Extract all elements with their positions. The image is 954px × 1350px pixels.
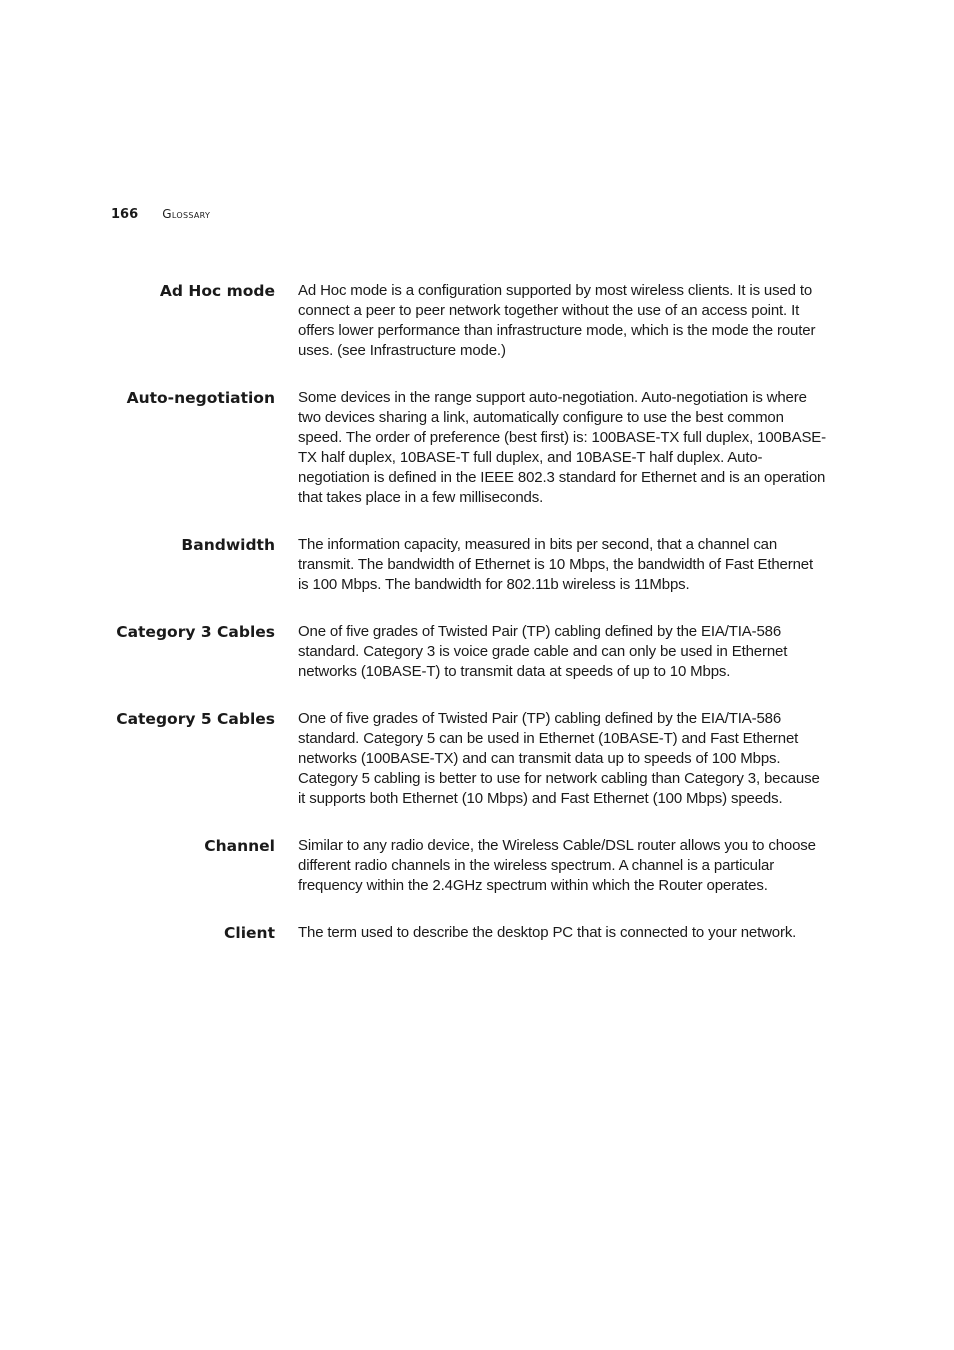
glossary-definition: The information capacity, measured in bits per second, that a channel can transmit. The bandwidth of Ethernet is 10 Mbps, the bandwidth of Fast Ethernet is 100 Mbps. The bandwidth for 802.11b wireless is 11Mbps. — [298, 536, 813, 593]
glossary-term: Category 5 Cables — [116, 710, 275, 728]
glossary-entry-category-3-cables — [0, 622, 954, 682]
glossary-term: Client — [224, 924, 275, 942]
glossary-entry-channel — [0, 836, 954, 896]
glossary-definition: Similar to any radio device, the Wireless Cable/DSL router allows you to choose different radio channels in the wireless spectrum. A channel is a particular frequency within the 2.4GHz spectrum within which the Router operates. — [298, 837, 816, 894]
glossary-entry-category-5-cables — [0, 709, 954, 809]
glossary-term: Auto-negotiation — [126, 389, 275, 407]
glossary-term: Bandwidth — [181, 536, 275, 554]
glossary-entry-ad-hoc-mode — [0, 281, 954, 361]
glossary-definition: One of five grades of Twisted Pair (TP) cabling defined by the EIA/TIA-586 standard. Category 5 can be used in Ethernet (10BASE-T) and Fast Ethernet networks (100BASE-TX) and can transmit data up to speeds of 100 Mbps. Category 5 cabling is better to use for network cabling than Category 3, because it supports both Ethernet (10 Mbps) and Fast Ethernet (100 Mbps) speeds. — [298, 710, 820, 807]
glossary-definition: The term used to describe the desktop PC that is connected to your network. — [298, 924, 797, 941]
glossary-definition: Ad Hoc mode is a configuration supported by most wireless clients. It is used to connect a peer to peer network together without the use of an access point. It offers lower performance than infrastructure mode, which is the mode the router uses. (see Infrastructure mode.) — [298, 282, 816, 359]
glossary-entry-client — [0, 923, 954, 943]
glossary-list — [0, 281, 954, 970]
glossary-term: Ad Hoc mode — [159, 282, 275, 300]
glossary-definition: One of five grades of Twisted Pair (TP) cabling defined by the EIA/TIA-586 standard. Category 3 is voice grade cable and can only be used in Ethernet networks (10BASE-T) to transmit data at speeds of up to 10 Mbps. — [298, 623, 788, 680]
glossary-definition: Some devices in the range support auto-negotiation. Auto-negotiation is where two devices sharing a link, automatically configure to use the best common speed. The order of preference (best first) is: 100BASE-TX full duplex, 100BASE-TX half duplex, 10BASE-T full duplex, and 10BASE-T half duplex. Auto-negotiation is defined in the IEEE 802.3 standard for Ethernet and is an operation that takes place in a few milliseconds. — [298, 389, 826, 506]
glossary-term: Category 3 Cables — [116, 623, 275, 641]
running-header — [111, 205, 210, 224]
glossary-entry-bandwidth — [0, 535, 954, 595]
glossary-entry-auto-negotiation — [0, 388, 954, 508]
section-title: Glossary — [162, 207, 211, 221]
page-number: 166 — [111, 207, 139, 222]
glossary-term: Channel — [204, 837, 275, 855]
